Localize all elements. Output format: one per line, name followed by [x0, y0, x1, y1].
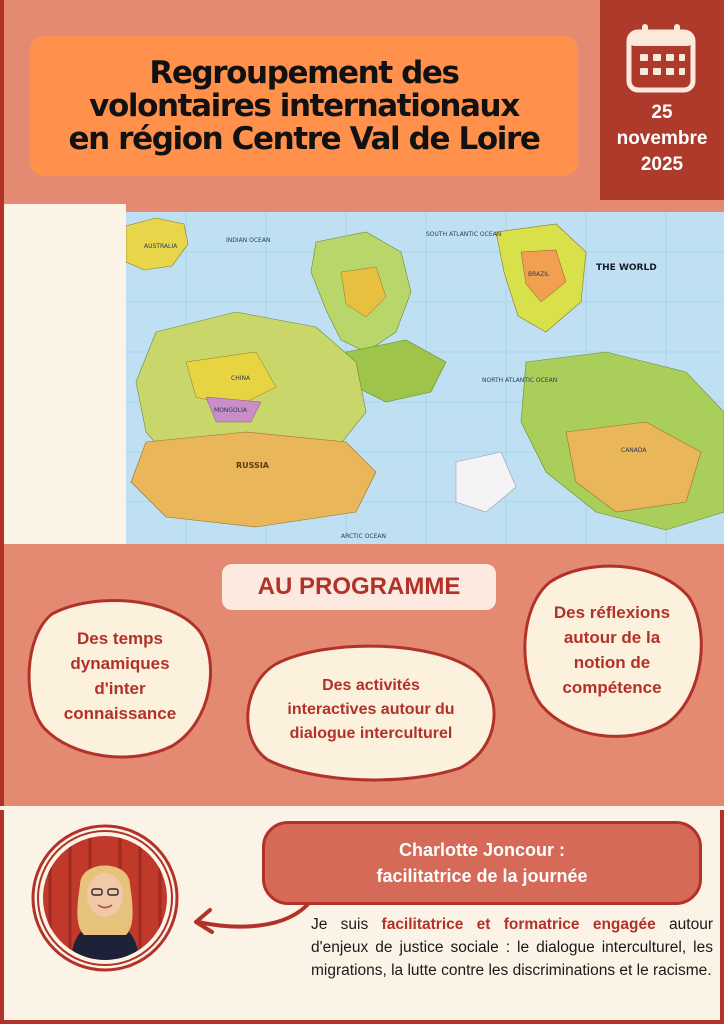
programme-item-3 — [516, 556, 708, 744]
bio-start: Je suis — [311, 916, 382, 933]
speaker-box — [262, 821, 702, 905]
speaker-section-top — [0, 806, 724, 810]
event-date: 25 novembre 2025 — [616, 102, 708, 175]
page-title: Regroupement des volontaires internationaux en région Centre Val de Loire — [68, 54, 540, 157]
map-label-australia: AUSTRALIA — [144, 243, 178, 250]
speaker-role: facilitatrice de la journée — [376, 866, 588, 886]
bio-rest: autour d'enjeux de justice sociale : le dialogue interculturel, les migrations, la lutte contre les discriminations et le racisme. — [311, 916, 713, 979]
map-label-south-atlantic: SOUTH ATLANTIC OCEAN — [426, 231, 502, 238]
date-panel — [600, 0, 724, 200]
speaker-bio — [311, 913, 713, 982]
programme-item-2 — [236, 636, 506, 784]
cream-block — [4, 204, 126, 544]
programme-item-1 — [22, 592, 218, 760]
map-label-china: CHINA — [231, 375, 251, 382]
title-box — [30, 36, 578, 176]
world-map — [126, 212, 724, 544]
programme-item-1-text: Des temps dynamiques d'inter connaissance — [63, 629, 177, 723]
map-label-arctic-ocean: ARCTIC OCEAN — [341, 533, 386, 540]
speaker-name: Charlotte Joncour : — [398, 840, 565, 860]
programme-item-3-text: Des réflexions autour de la notion de compétence — [553, 603, 671, 697]
speaker-photo — [30, 823, 180, 973]
bio-highlight: facilitatrice et formatrice engagée — [381, 916, 656, 933]
map-label-the-world: THE WORLD — [596, 263, 657, 273]
programme-item-2-text: Des activités interactives autour du dialogue interculturel — [287, 677, 455, 742]
map-label-canada: CANADA — [621, 447, 647, 454]
map-label-indian-ocean: INDIAN OCEAN — [226, 237, 271, 244]
header — [4, 0, 600, 200]
programme-section — [4, 544, 724, 806]
map-label-brazil: BRAZIL — [528, 271, 550, 278]
map-label-russia: RUSSIA — [236, 461, 269, 470]
programme-heading: AU PROGRAMME — [222, 564, 496, 610]
calendar-icon — [624, 22, 698, 94]
map-label-mongolia: MONGOLIA — [214, 407, 247, 414]
map-label-north-atlantic: NORTH ATLANTIC OCEAN — [482, 377, 558, 384]
